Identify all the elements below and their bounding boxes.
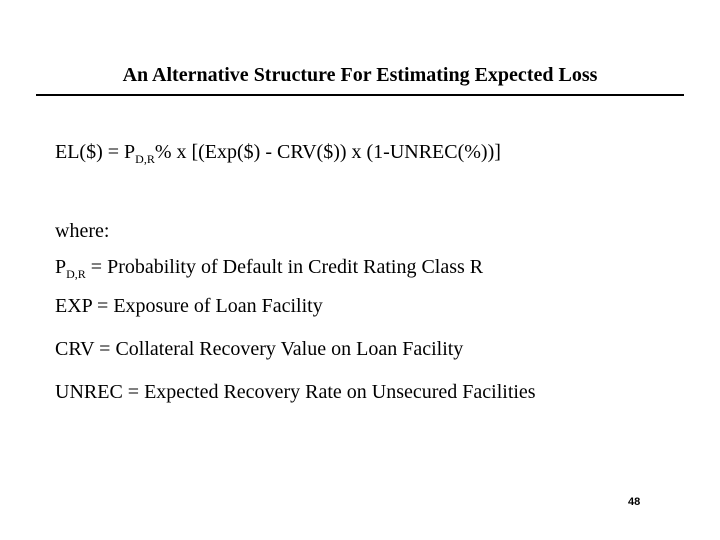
title-underline (36, 94, 684, 96)
pdr-symbol: P (55, 256, 67, 278)
page-number: 48 (628, 496, 641, 508)
slide-title: An Alternative Structure For Estimating Expected Loss (122, 64, 598, 86)
where-label: where: (55, 220, 110, 242)
definition-exp: EXP = Exposure of Loan Facility (55, 295, 323, 317)
pdr-subscript: D,R (66, 267, 86, 281)
formula-lhs: EL($) = P (55, 141, 136, 163)
expected-loss-formula (55, 141, 501, 164)
formula-subscript: D,R (135, 152, 155, 166)
pdr-text: = Probability of Default in Credit Rating Class R (85, 256, 484, 278)
definition-crv: CRV = Collateral Recovery Value on Loan Facility (55, 338, 464, 360)
definition-unrec: UNREC = Expected Recovery Rate on Unsecured Facilities (55, 381, 536, 403)
formula-rhs: % x [(Exp($) - CRV($)) x (1-UNREC(%))] (154, 141, 501, 163)
definition-pdr (55, 256, 483, 279)
